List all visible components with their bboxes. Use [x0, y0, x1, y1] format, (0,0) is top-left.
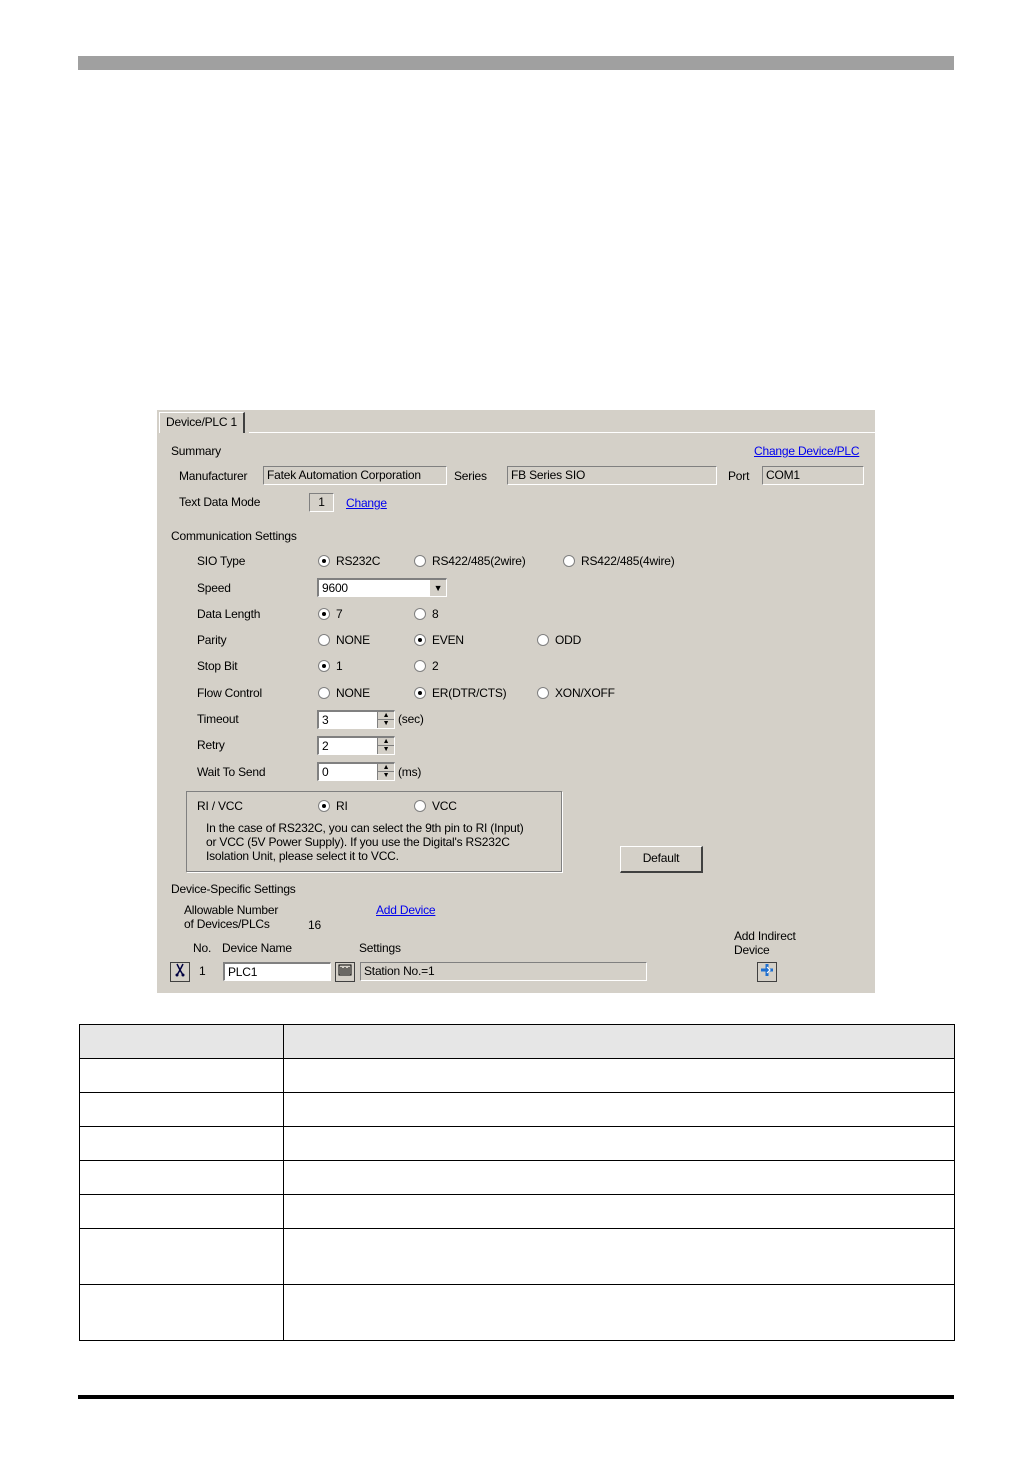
device-specific-heading: Device-Specific Settings — [171, 882, 296, 896]
radio-dot — [414, 634, 426, 646]
table-row — [80, 1161, 955, 1195]
table-row — [80, 1229, 955, 1285]
manufacturer-field: Fatek Automation Corporation — [263, 466, 447, 485]
spin-arrows-icon[interactable]: ▲ ▼ — [377, 712, 394, 728]
radio-ri[interactable]: RI — [318, 799, 348, 813]
radio-flow-xon-xoff[interactable]: XON/XOFF — [537, 686, 615, 700]
radio-dot — [414, 555, 426, 567]
text-data-mode-field: 1 — [309, 493, 334, 512]
radio-dot — [563, 555, 575, 567]
timeout-label: Timeout — [197, 712, 239, 726]
retry-label: Retry — [197, 738, 225, 752]
wait-to-send-value: 0 — [322, 765, 329, 779]
radio-dot — [318, 608, 330, 620]
radio-sio-rs422-2wire[interactable]: RS422/485(2wire) — [414, 554, 526, 568]
default-button[interactable]: Default — [620, 846, 703, 873]
radio-parity-odd[interactable]: ODD — [537, 633, 581, 647]
table-cell — [80, 1229, 284, 1285]
radio-parity-even[interactable]: EVEN — [414, 633, 464, 647]
delete-device-icon[interactable] — [170, 962, 190, 982]
wait-to-send-stepper[interactable] — [317, 762, 395, 781]
table-cell — [80, 1285, 284, 1341]
table-cell — [80, 1195, 284, 1229]
radio-dot — [318, 687, 330, 699]
device-plc-dialog — [157, 410, 875, 993]
change-device-link[interactable]: Change Device/PLC — [754, 444, 860, 458]
parity-label: Parity — [197, 633, 227, 647]
table-cell — [284, 1025, 955, 1059]
add-indirect-label-2: Device — [734, 943, 770, 957]
radio-dot — [318, 800, 330, 812]
spin-arrows-icon[interactable]: ▲ ▼ — [377, 764, 394, 780]
radio-sio-rs422-4wire[interactable]: RS422/485(4wire) — [563, 554, 675, 568]
allowable-number-label-2: of Devices/PLCs — [184, 917, 270, 931]
radio-dot — [414, 660, 426, 672]
column-no: No. — [193, 941, 212, 955]
radio-data-length-7[interactable]: 7 — [318, 607, 342, 621]
radio-dot — [537, 687, 549, 699]
device-settings-icon[interactable] — [335, 962, 355, 982]
radio-dot — [318, 634, 330, 646]
speed-value: 9600 — [322, 581, 348, 595]
device-name-input[interactable]: PLC1 — [223, 962, 331, 981]
series-field: FB Series SIO — [507, 466, 717, 485]
table-cell — [284, 1195, 955, 1229]
summary-heading: Summary — [171, 444, 221, 458]
page-header-bar — [78, 56, 954, 70]
timeout-value: 3 — [322, 713, 329, 727]
port-field: COM1 — [762, 466, 864, 485]
radio-dot — [318, 660, 330, 672]
settings-table — [79, 1024, 955, 1341]
radio-dot — [318, 555, 330, 567]
table-row — [80, 1195, 955, 1229]
stop-bit-label: Stop Bit — [197, 659, 238, 673]
table-cell — [284, 1059, 955, 1093]
tab-device-plc-1[interactable]: Device/PLC 1 — [159, 412, 245, 433]
retry-stepper[interactable] — [317, 736, 395, 755]
radio-flow-none[interactable]: NONE — [318, 686, 370, 700]
table-cell — [284, 1229, 955, 1285]
table-cell — [80, 1127, 284, 1161]
radio-dot — [414, 687, 426, 699]
table-cell — [284, 1161, 955, 1195]
ri-vcc-note-line-2: or VCC (5V Power Supply). If you use the Digital's RS232C — [206, 835, 510, 849]
table-row — [80, 1127, 955, 1161]
communication-settings-heading: Communication Settings — [171, 529, 297, 543]
table-cell — [80, 1025, 284, 1059]
ri-vcc-label: RI / VCC — [197, 799, 243, 813]
series-label: Series — [454, 469, 487, 483]
table-cell — [284, 1093, 955, 1127]
allowable-number-label-1: Allowable Number — [184, 903, 279, 917]
speed-select[interactable] — [317, 578, 447, 597]
allowable-number-value: 16 — [308, 918, 321, 932]
radio-vcc[interactable]: VCC — [414, 799, 457, 813]
column-settings: Settings — [359, 941, 401, 955]
radio-stop-bit-2[interactable]: 2 — [414, 659, 438, 673]
radio-dot — [414, 608, 426, 620]
ri-vcc-note-line-1: In the case of RS232C, you can select the 9th pin to RI (Input) — [206, 821, 524, 835]
add-indirect-device-icon[interactable] — [757, 962, 777, 982]
radio-dot — [414, 800, 426, 812]
tab-divider — [249, 432, 875, 433]
ri-vcc-note-line-3: Isolation Unit, please select it to VCC. — [206, 849, 399, 863]
table-cell — [80, 1161, 284, 1195]
spin-arrows-icon[interactable]: ▲ ▼ — [377, 738, 394, 754]
change-text-mode-link[interactable]: Change — [346, 496, 387, 510]
data-length-label: Data Length — [197, 607, 261, 621]
add-device-link[interactable]: Add Device — [376, 903, 436, 917]
table-row — [80, 1285, 955, 1341]
radio-dot — [537, 634, 549, 646]
radio-stop-bit-1[interactable]: 1 — [318, 659, 342, 673]
table-cell — [80, 1059, 284, 1093]
column-device-name: Device Name — [222, 941, 292, 955]
flow-control-label: Flow Control — [197, 686, 262, 700]
radio-flow-er[interactable]: ER(DTR/CTS) — [414, 686, 506, 700]
retry-value: 2 — [322, 739, 329, 753]
speed-label: Speed — [197, 581, 231, 595]
page-footer-rule — [78, 1395, 954, 1399]
device-row-no: 1 — [199, 964, 206, 978]
chevron-down-icon[interactable]: ▼ — [429, 580, 446, 596]
table-cell — [284, 1285, 955, 1341]
manufacturer-label: Manufacturer — [179, 469, 248, 483]
add-indirect-label-1: Add Indirect — [734, 929, 796, 943]
table-cell — [284, 1127, 955, 1161]
radio-parity-none[interactable]: NONE — [318, 633, 370, 647]
table-cell — [80, 1093, 284, 1127]
text-data-mode-label: Text Data Mode — [179, 495, 261, 509]
wait-to-send-unit: (ms) — [398, 765, 422, 779]
timeout-stepper[interactable] — [317, 710, 395, 729]
radio-data-length-8[interactable]: 8 — [414, 607, 438, 621]
table-row — [80, 1093, 955, 1127]
port-label: Port — [728, 469, 750, 483]
table-header-row — [80, 1025, 955, 1059]
sio-type-label: SIO Type — [197, 554, 246, 568]
timeout-unit: (sec) — [398, 712, 424, 726]
table-row — [80, 1059, 955, 1093]
wait-to-send-label: Wait To Send — [197, 765, 266, 779]
device-settings-field: Station No.=1 — [360, 962, 647, 981]
radio-sio-rs232c[interactable]: RS232C — [318, 554, 380, 568]
